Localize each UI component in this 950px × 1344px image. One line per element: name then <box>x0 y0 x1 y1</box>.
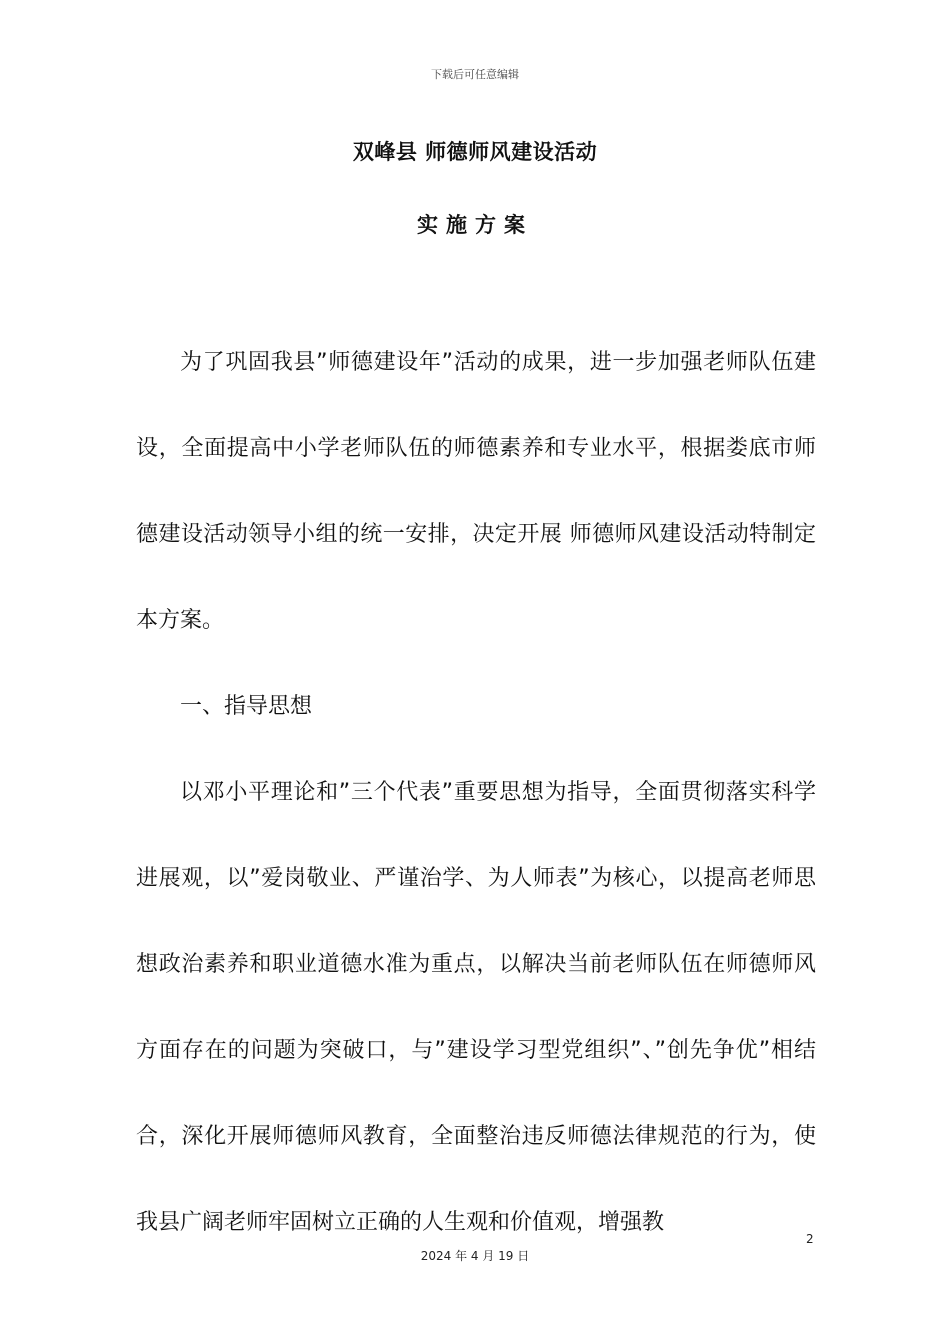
document-subtitle: 实施方案 <box>417 213 533 237</box>
section-heading-guiding-ideology: 一、指导思想 <box>180 694 313 719</box>
page-number: 2 <box>806 1232 814 1246</box>
paragraph-intro: 为了巩固我县”师德建设年”活动的成果，进一步加强老师队伍建设，全面提高中小学老师队伍的师德素养和专业水平，根据娄底市师德建设活动领导小组的统一安排，决定开展 师德师风建设活动特制定本方案。 <box>136 350 816 633</box>
document-body <box>136 320 816 1266</box>
document-title: 双峰县 师德师风建设活动 <box>352 140 598 164</box>
header-note: 下载后可任意编辑 <box>431 68 519 81</box>
footer-date: 2024 年 4 月 19 日 <box>420 1249 530 1263</box>
paragraph-guiding-ideology: 以邓小平理论和”三个代表”重要思想为指导，全面贯彻落实科学进展观，以”爱岗敬业、严谨治学、为人师表”为核心，以提高老师思想政治素养和职业道德水准为重点，以解决当前老师队伍在师德师风方面存在的问题为突破口，与”建设学习型党组织”、”创先争优”相结合，深化开展师德师风教育，全面整治违反师德法律规范的行为，使我县广阔老师牢固树立正确的人生观和价值观，增强教 <box>136 780 816 1235</box>
